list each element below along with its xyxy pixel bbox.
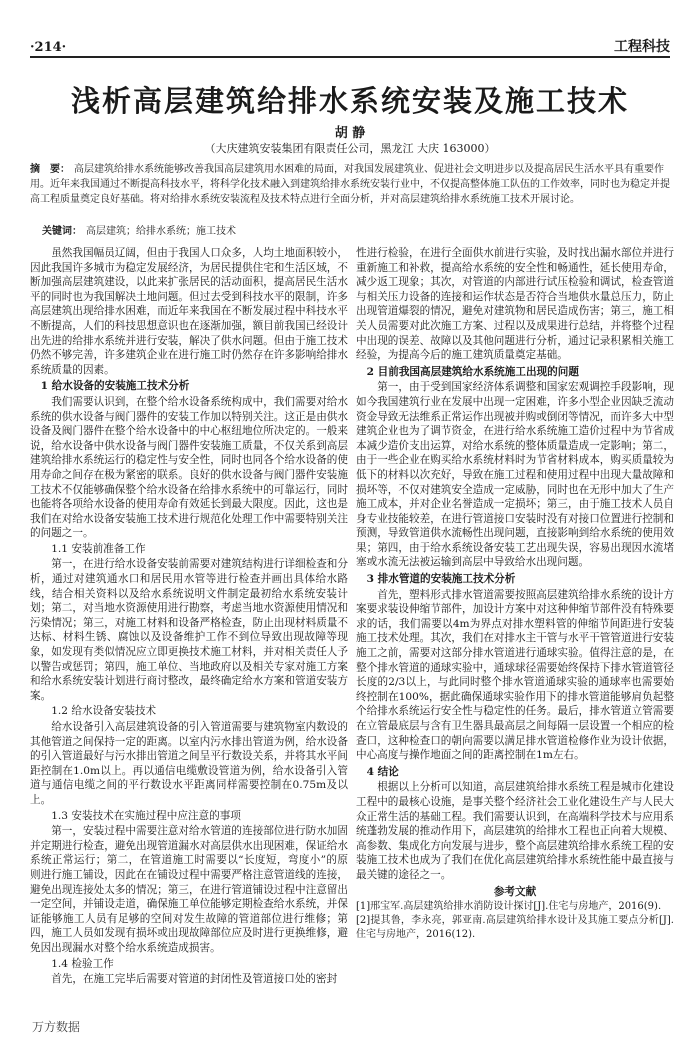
author-affiliation: （大庆建筑安装集团有限责任公司，黑龙江 大庆 163000）	[204, 142, 496, 155]
keywords-label: 关键词：	[42, 226, 82, 237]
header-rule	[30, 56, 670, 58]
right-column	[356, 246, 674, 1006]
section-1-3-heading: 1.3 安装技术在实施过程中应注意的事项	[51, 809, 241, 822]
section-2-paragraph: 第一，由于受到国家经济体系调整和国家宏观调控手段影响，现如今我国建筑行业在发展中出现一定困难，许多小型企业因缺乏流动资金导致无法维系正常运作出现被并购或倒闭等情况，而许多大中型建筑企业也为了调节资金，在进行给水系统施工造价过程中为节省成本减少造价支出运算，对给水系统的整体质量造成一定影响；第二，由于一些企业在购买给水系统材料时为节省材料成本，购买质量较为低下的材料以次充好，导致在施工过程和使用过程中出现大量故障和损坏等，不仅对建筑安全造成一定威胁，同时也在无形中加大了生产施工成本，并对企业名誉造成一定损坏；第三，由于施工技术人员自身专业技能较差，在进行管道接口安装时没有对接口位置进行控制和预测，导致管道供水流畅性出现问题，直接影响到给水系统的使用效果；第四，由于给水系统设备安装工艺出现失误，容易出现因水流堵塞或水流无法被运输到高层中导致给水出现问题。	[356, 381, 674, 569]
section-3-paragraph: 首先，塑料形式排水管道需要按照高层建筑给排水系统的设计方案要求装设伸缩节部件，加设计方案中对这种伸缩节部件没有特殊要求的话，我们需要以4m为界点对排水塑料管的伸缩节间距进行安装施工技术处理。其次，我们在对排水主干管与水平干管管道进行安装施工之前，需要对这部分排水管道进行通球实验。值得注意的是，在整个排水管道的通球实验中，通球球径需要始终保持下排水管道管径长度的2/3以上，与此同时整个排水管道通球实验的通球率也需要始终控制在100%，据此确保通球实验作用下的排水管道能够肩负起整个给排水系统运行安全性与稳定性的任务。最后，排水管道立管需要在立管最底层与含有卫生器具最高层之间每隔一层设置一个相应的检查口，这种检查口的朝向需要以满足排水管道检修作业为设计依据，中心高度与操作地面之间的距离控制在1m左右。	[356, 588, 674, 762]
section-1-heading: 1 给水设备的安装施工技术分析	[40, 380, 190, 393]
references-heading: 参考文献	[493, 885, 537, 898]
section-1-3-paragraph: 第一，安装过程中需要注意对给水管道的连接部位进行防水加固并定期进行检查，避免出现管道漏水对高层供水出现困难，保证给水系统正常运行；第二，在管道施工时需要以“长度短，弯度小”的原则进行施工铺设，因此在在铺设过程中需要严格注意管道线的连接，避免出现连接处太多的情况；第三，在进行管道铺设过程中注意留出一定空间，并铺设走道，确保施工单位能够定期检查给水系统，并保证能够施工人员有足够的空间对发生故障的管道部位进行维修；第四，施工人员如发现有损坏或出现故障部位应及时进行更换维修，避免因出现漏水对整个给水系统造成损害。	[30, 825, 348, 954]
watermark: 万方数据	[32, 1020, 81, 1034]
abstract-label: 摘 要：	[30, 164, 70, 175]
keywords	[42, 225, 662, 239]
section-3-heading: 3 排水管道的安装施工技术分析	[366, 573, 516, 586]
section-4-paragraph: 根据以上分析可以知道，高层建筑给排水系统工程是城市化建设工程中的最核心设施，是事关整个经济社会工业化建设生产与人民大众正常生活的基础工程。我们需要认识到，在高端科学技术与应用系统蓬勃发展的推动作用下，高层建筑的给排水工程也正向着大规模、高参数、集成化方向发展与进步，整个高层建筑给排水系统工程的安装施工技术也成为了我们在优化高层建筑给排水系统性能中最直接与最关键的途径之一。	[356, 781, 674, 881]
page-number: ·214·	[30, 40, 67, 55]
abstract	[30, 162, 670, 207]
section-1-4-heading: 1.4 检验工作	[51, 957, 114, 970]
section-1-2-paragraph: 给水设备引入高层建筑设备的引入管道需要与建筑物室内数设的其他管道之间保持一定的距离。以室内污水排出管道为例，给水设备的引入管道最好与污水排出管道之间呈平行数设关系，并将其水平间距控制在1.0m以上。再以通信电缆敷设管道为例，给水设备引入管道与通信电缆之间的平行数设水平距离同样需要控制在0.75m及以上。	[30, 721, 348, 806]
reference-item: [2]提其鲁，李永亮，郭亚南.高层建筑给排水设计及其施工要点分析[J].住宅与房地产，2016(12).	[356, 914, 674, 940]
author-name: 胡 静	[334, 126, 366, 141]
intro-paragraph: 虽然我国幅员辽阔，但由于我国人口众多，人均土地面积较小，因此我国许多城市为稳定发展经济，为居民提供住宅和生活区域，不断加强高层建筑建设，以此来扩张居民的活动面积，提高居民生活水平的同时也为我国解决土地问题。但过去受到科技水平的限制，许多高层建筑出现给排水困难，而近年来我国在不断发展过程中科技水平不断提高，人们的科技思想意识也在逐渐加强，额目前我国已经设计出先进的给排水系统并进行安装，解决了供水问题。但由于施工技术仍然不够完善，许多建筑企业在进行施工时仍然存在许多影响给排水系统质量的因素。	[30, 247, 348, 376]
section-1-1-heading: 1.1 安装前准备工作	[51, 542, 146, 555]
abstract-text: 高层建筑给排水系统能够改善我国高层建筑用水困难的局面，对我国发展建筑业、促进社会文明进步以及提高居民生活水平具有重要作用。近年来我国通过不断提高科技水平，将科学化技术融入到建筑给排水系统安装行业中，不仅提高整体施工队伍的工作效率，同时也为稳定并提高工程质量奠定良好基础。将对给排水系统安装流程及技术特点进行全面分析，并对高层建筑给排水系统施工技术开展讨论。	[30, 164, 670, 205]
section-1-1-paragraph: 第一，在进行给水设备安装前需要对建筑结构进行详细检查和分析，通过对建筑通水口和居民用水管等进行检查并画出具体给水路线，结合相关资料以及给水系统说明文件制定最初给水系统安装计划；第二，对当地水资源使用进行勘察，考虑当地水资源使用情况和污染情况；第三，对施工材料和设备严格检查，防止出现材料质量不达标、材料生锈、腐蚀以及设备维护工作不到位导致出现故障等现象，如发现有类似情况应立即更换技术施工材料，并对相关责任人予以警告或惩罚；第四，施工单位、当地政府以及相关专家对施工方案和给水系统安装计划进行商讨整改，最终确定给水方案和管道安装方案。	[30, 558, 348, 702]
article-title: 浅析高层建筑给排水系统安装及施工技术	[70, 84, 629, 118]
section-4-heading: 4 结论	[366, 765, 399, 778]
section-1-2-heading: 1.2 给水设备安装技术	[51, 705, 157, 718]
running-header	[30, 32, 670, 54]
reference-item: [1]邢宝军.高层建筑给排水消防设计探讨[J].住宅与房地产，2016(9).	[356, 901, 662, 913]
section-1-4-paragraph: 首先，在施工完毕后需要对管道的封闭性及管道接口处的密封	[51, 973, 338, 986]
section-2-heading: 2 目前我国高层建筑给水系统施工出现的问题	[366, 365, 579, 378]
journal-name: 工程科技	[614, 39, 670, 55]
continued-paragraph: 性进行检验，在进行全面供水前进行实验，及时找出漏水部位并进行重新施工和补救，提高给水系统的安全性和畅通性，延长使用寿命，减少返工现象；其次，对管道的内部进行试压检验和调试，检查管道与相关压力设备的连接和运作状态是否符合当地供水量总压力，防止出现管道爆裂的情况，避免对建筑物和居民造成伤害；第三，施工相关人员需要对此次施工方案、过程以及成果进行总结，并将整个过程中出现的误差、故障以及其他问题进行分析，通过记录积累相关施工经验，为提高今后的施工建筑质量奠定基础。	[356, 247, 674, 362]
keywords-text: 高层建筑；给排水系统；施工技术	[86, 226, 236, 237]
left-column	[30, 246, 348, 998]
section-1-paragraph: 我们需要认识到，在整个给水设备系统构成中，我们需要对给水系统的供水设备与阀门器件的安装工作加以特别关注。这正是由供水设备及阀门器件在整个给水设备中的中心枢纽地位所决定的。一般来说，给水设备中供水设备与阀门器件安装施工质量，不仅关系到高层建筑给排水系统运行的稳定性与安全性，同时也同各个给水设备的使用寿命之间存在极为紧密的联系。良好的供水设备与阀门器件安装施工技术不仅能够确保整个给水设备在给排水系统中的可靠运行，同时也能将各项给水设备的使用寿命有效延长到最大限度。因此，这也是我们在对给水设备安装施工技术进行规范化处理工作中需要特别关注的问题之一。	[30, 395, 348, 540]
